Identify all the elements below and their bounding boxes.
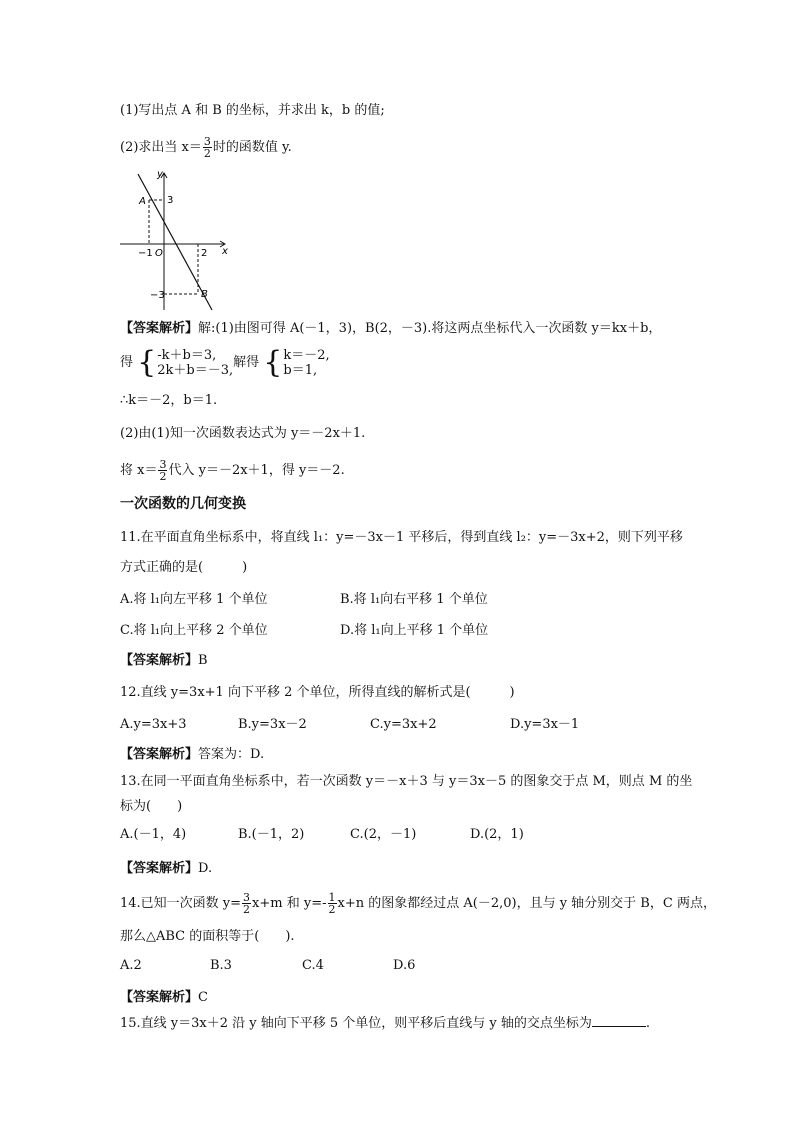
fraction [242,892,251,915]
fraction-numerator: 3 [203,135,211,148]
q13-option-d: D.(2，1) [470,827,524,842]
q14-answer [120,989,208,1007]
fraction-numerator: 1 [328,891,336,904]
answer-value: C [198,990,208,1005]
ans10-line3: ∴k＝－2，b＝1. [120,393,218,408]
q12-option-d: D.y=3x－1 [510,717,580,732]
q12-option-c: C.y=3x+2 [370,717,437,732]
q14-post: x+n 的图象都经过点 A(－2,0)，且与 y 轴分别交于 B，C 两点， [337,896,716,911]
equation-system-2 [283,348,329,378]
q13-option-b: B.(－1，2) [238,827,305,842]
q10-part2-post: 时的函数值 y. [212,140,292,155]
q13-answer [120,860,212,878]
ans10-line1 [120,320,661,338]
q14-line2: 那么△ABC 的面积等于( ). [120,929,295,944]
x-axis-label: x [222,246,228,257]
q11-option-a: A.将 l₁向左平移 1 个单位 [120,592,268,607]
q10-part1: (1)写出点 A 和 B 的坐标，并求出 k，b 的值; [120,103,385,118]
tick-neg3-label: −3 [150,290,165,301]
q14-option-c: C.4 [302,958,324,973]
ans10-systems [120,345,330,380]
q13-option-c: C.(2，－1) [350,827,417,842]
sys1-eq-b: 2k＋b＝－3, [157,363,234,378]
q14-option-d: D.6 [393,958,416,973]
answer-value: D. [198,861,213,876]
fraction-denominator: 2 [159,470,167,483]
fraction-denominator: 2 [328,903,336,916]
section-title: 一次函数的几何变换 [120,496,246,512]
equation-system-1 [157,348,233,378]
q15-line1 [120,1014,650,1033]
q12-option-b: B.y=3x－2 [238,717,307,732]
q13-line2: 标为( ) [120,799,183,814]
answer-tag: 【答案解析】 [120,321,199,336]
ans10-de: 得 [120,355,134,370]
fraction-denominator: 2 [243,903,251,916]
point-b-label: B [201,289,208,300]
q12-line1: 12.直线 y=3x+1 向下平移 2 个单位，所得直线的解析式是( ) [120,685,515,700]
ans10-text: 解:(1)由图可得 A(－1，3)，B(2，－3).将这两点坐标代入一次函数 y＝kx＋b， [198,321,662,336]
origin-label: O [155,248,163,259]
q14-mid: x+m 和 y=- [252,896,327,911]
brace-2: { [263,345,283,380]
answer-value: 答案为：D. [198,747,265,762]
answer-tag: 【答案解析】 [120,653,199,668]
q10-part2-pre: (2)求出当 x＝ [120,140,202,155]
q14-option-a: A.2 [120,958,142,973]
q14-line1 [120,892,716,915]
answer-blank [592,1014,646,1027]
q13-line1: 13.在同一平面直角坐标系中，若一次函数 y＝－x＋3 与 y＝3x－5 的图象交于点 M，则点 M 的坐 [120,774,693,789]
tick-3-label: 3 [167,195,174,206]
fraction [203,136,212,159]
q12-option-a: A.y=3x+3 [120,717,187,732]
q14-pre: 14.已知一次函数 y= [120,896,242,911]
answer-tag: 【答案解析】 [120,747,199,762]
answer-value: B [198,653,208,668]
q10-part2 [120,136,292,159]
ans10-line5 [120,459,345,482]
q11-answer [120,652,208,670]
fraction [158,459,167,482]
q12-answer [120,746,264,764]
q14-option-b: B.3 [210,958,232,973]
ans10-line4: (2)由(1)知一次函数表达式为 y＝－2x＋1. [120,426,366,441]
ans10-line5-post: 代入 y＝－2x＋1，得 y＝－2. [168,463,345,478]
point-a-label: A [139,196,146,207]
q15-post: . [645,1016,651,1031]
brace-1: { [137,345,157,380]
q11-option-d: D.将 l₁向上平移 1 个单位 [340,623,489,638]
y-axis-label: y [157,169,163,180]
fraction-numerator: 3 [159,458,167,471]
answer-tag: 【答案解析】 [120,861,199,876]
sys1-eq-a: -k＋b＝3, [157,348,217,363]
q11-line2: 方式正确的是( ) [120,560,248,575]
fraction-denominator: 2 [203,147,211,160]
answer-tag: 【答案解析】 [120,990,199,1005]
sys2-eq-b: b＝1, [283,363,318,378]
fraction [328,892,337,915]
function-graph [118,168,234,314]
q11-option-c: C.将 l₁向上平移 2 个单位 [120,623,268,638]
q11-option-b: B.将 l₁向右平移 1 个单位 [340,592,488,607]
q15-pre: 15.直线 y＝3x＋2 沿 y 轴向下平移 5 个单位，则平移后直线与 y 轴的交点坐标为 [120,1016,592,1031]
q13-option-a: A.(－1，4) [120,827,187,842]
tick-2-label: 2 [201,248,208,259]
fraction-numerator: 3 [243,891,251,904]
ans10-jiede: 解得 [233,355,260,370]
q11-line1: 11.在平面直角坐标系中，将直线 l₁：y=－3x－1 平移后，得到直线 l₂：y=－3x+2，则下列平移 [120,530,683,545]
tick-neg1-label: −1 [138,248,153,259]
ans10-line5-pre: 将 x＝ [120,463,158,478]
sys2-eq-a: k＝－2, [283,348,330,363]
